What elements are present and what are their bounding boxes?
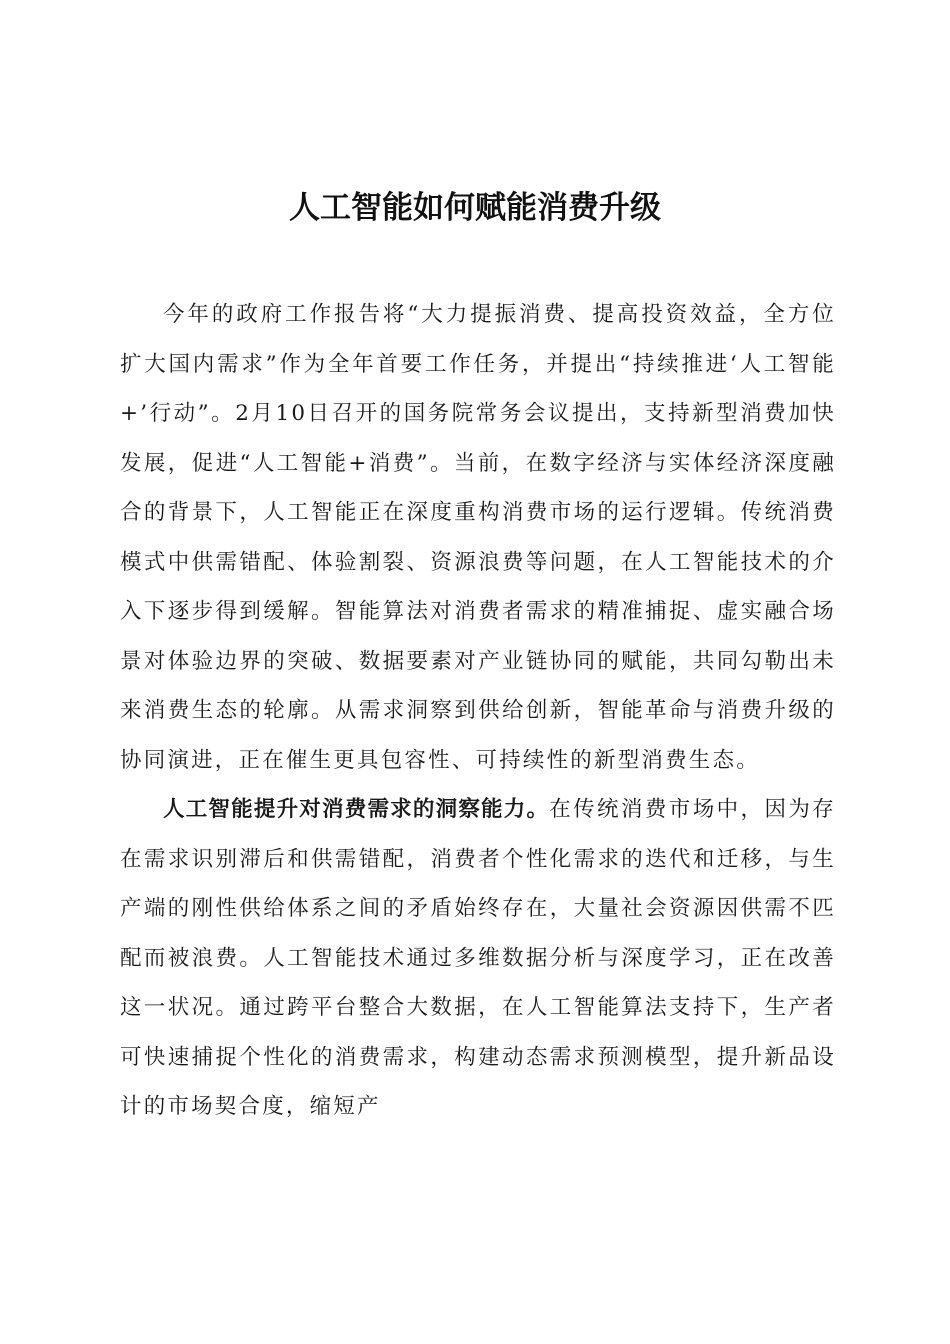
document-title: 人工智能如何赋能消费升级	[289, 190, 661, 226]
paragraph-2	[120, 785, 836, 1132]
paragraph-2-body: 在传统消费市场中，因为存在需求识别滞后和供需错配，消费者个性化需求的迭代和迁移，与生产端的刚性供给体系之间的矛盾始终存在，大量社会资源因供需不匹配而被浪费。人工智能技术通过多维数据分析与深度学习，正在改善这一状况。通过跨平台整合大数据，在人工智能算法支持下，生产者可快速捕捉个性化的消费需求，构建动态需求预测模型，提升新品设计的市场契合度，缩短产	[120, 797, 836, 1119]
paragraph-2-lead: 人工智能提升对消费需求的洞察能力。	[163, 797, 550, 822]
document-body	[120, 290, 836, 1132]
paragraph-1: 今年的政府工作报告将“大力提振消费、提高投资效益，全方位扩大国内需求”作为全年首要工作任务，并提出“持续推进‘人工智能+’行动”。2月10日召开的国务院常务会议提出，支持新型消费加快发展，促进“人工智能+消费”。当前，在数字经济与实体经济深度融合的背景下，人工智能正在深度重构消费市场的运行逻辑。传统消费模式中供需错配、体验割裂、资源浪费等问题，在人工智能技术的介入下逐步得到缓解。智能算法对消费者需求的精准捕捉、虚实融合场景对体验边界的突破、数据要素对产业链协同的赋能，共同勾勒出未来消费生态的轮廓。从需求洞察到供给创新，智能革命与消费升级的协同演进，正在催生更具包容性、可持续性的新型消费生态。	[120, 302, 836, 773]
